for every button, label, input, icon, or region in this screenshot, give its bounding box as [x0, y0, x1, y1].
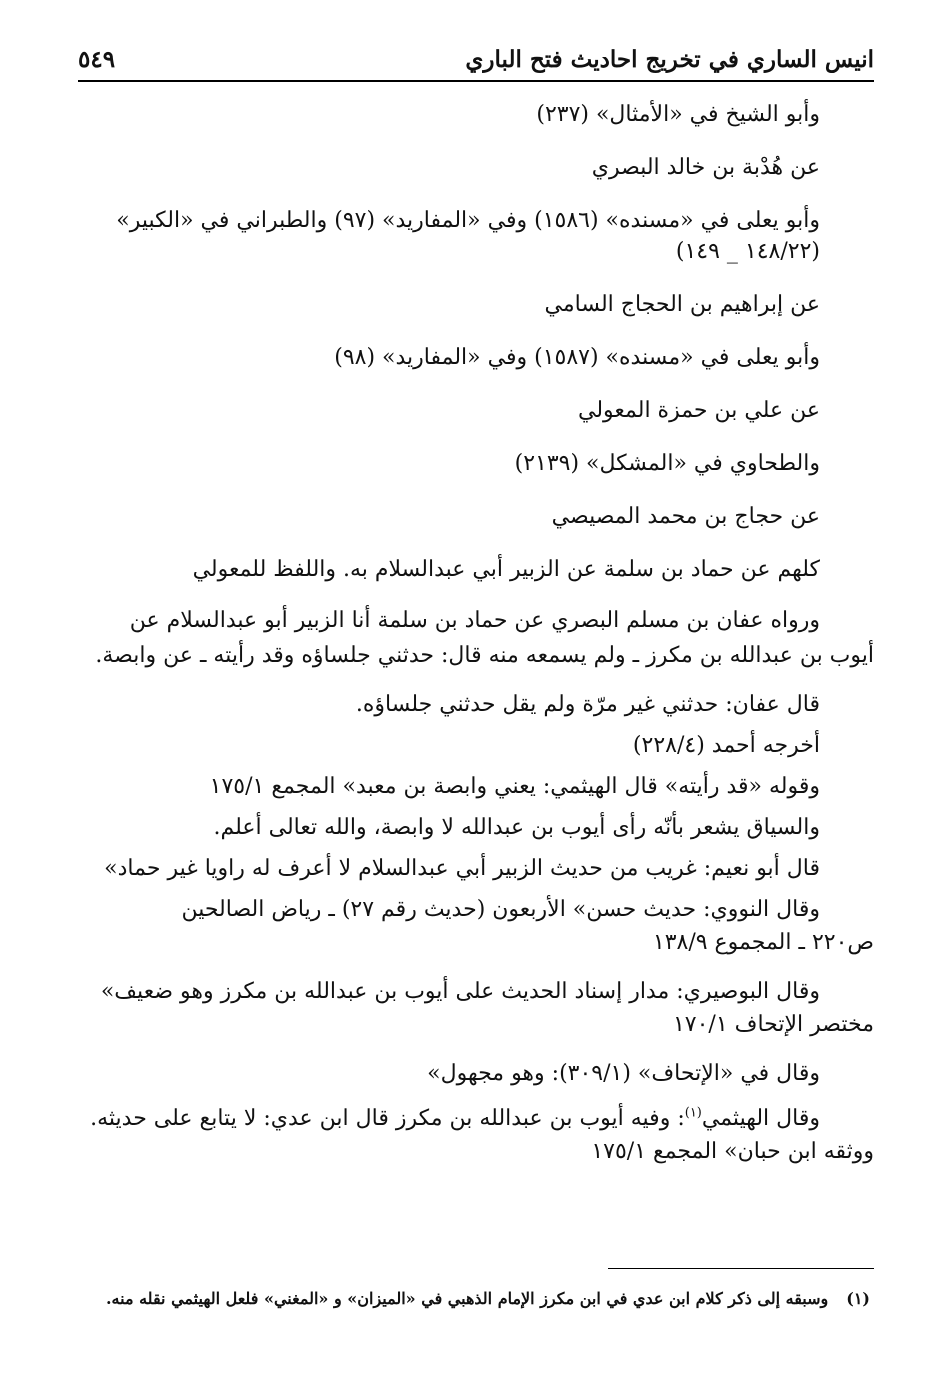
text-line — [76, 1100, 874, 1137]
page-body — [76, 96, 874, 1186]
text-span: وقال الهيثمي — [701, 1106, 820, 1131]
text-line: مختصر الإتحاف ١٧٠/١ — [672, 1012, 874, 1037]
footnote-divider — [608, 1268, 874, 1269]
text-line: (١٤٨/٢٢ _ ١٤٩) — [675, 239, 820, 264]
text-line: وقال النووي: حديث حسن» الأربعون (حديث رقم ٢٧) ـ رياض الصالحين — [181, 897, 820, 922]
text-line: عن حجاج بن محمد المصيصي — [551, 504, 820, 529]
footnote-text: وسبقه إلى ذكر كلام ابن عدي في ابن مكرز الإمام الذهبي في «الميزان» و «المغني» فلعل الهيثمي نقله منه. — [105, 1289, 829, 1308]
text-line: وأبو الشيخ في «الأمثال» (٢٣٧) — [536, 102, 820, 127]
text-line: عن هُدْبة بن خالد البصري — [591, 155, 820, 180]
text-line: وقال في «الإتحاف» (٣٠٩/١): وهو مجهول» — [427, 1061, 820, 1086]
text-line: وقوله «قد رأيته» قال الهيثمي: يعني وابصة بن معبد» المجمع ١٧٥/١ — [209, 774, 820, 799]
text-line: ورواه عفان بن مسلم البصري عن حماد بن سلمة أنا الزبير أبو عبدالسلام عن — [129, 608, 820, 633]
text-line: عن علي بن حمزة المعولي — [578, 398, 820, 423]
text-line: وأبو يعلى في «مسنده» (١٥٨٧) وفي «المفاريد» (٩٨) — [334, 345, 820, 370]
text-line: قال عفان: حدثني غير مرّة ولم يقل حدثني جلساؤه. — [355, 692, 820, 717]
text-line: وقال البوصيري: مدار إسناد الحديث على أيوب بن عبدالله بن مكرز وهو ضعيف» — [100, 979, 820, 1004]
footnote — [80, 1286, 870, 1312]
page-number: ٥٤٩ — [78, 46, 116, 73]
footnote-number: (١) — [846, 1289, 870, 1308]
text-line: كلهم عن حماد بن سلمة عن الزبير أبي عبدالسلام به. واللفظ للمعولي — [192, 557, 820, 582]
text-line: أخرجه أحمد (٢٢٨/٤) — [632, 733, 820, 758]
text-line: عن إبراهيم بن الحجاج السامي — [544, 292, 820, 317]
text-line: قال أبو نعيم: غريب من حديث الزبير أبي عبدالسلام لا أعرف له راويا غير حماد» — [104, 856, 820, 881]
text-line: والطحاوي في «المشكل» (٢١٣٩) — [514, 451, 820, 476]
text-line: ص٢٢٠ ـ المجموع ١٣٨/٩ — [652, 930, 874, 955]
text-line: وأبو يعلى في «مسنده» (١٥٨٦) وفي «المفاريد» (٩٧) والطبراني في «الكبير» — [116, 208, 820, 233]
text-span: : وفيه أيوب بن عبدالله بن مكرز قال ابن عدي: لا يتابع على حديثه. — [90, 1106, 685, 1131]
page-header — [78, 44, 874, 82]
text-line: أيوب بن عبدالله بن مكرز ـ ولم يسمعه منه قال: حدثني جلساؤه وقد رأيته ـ عن وابصة. — [95, 643, 874, 668]
footnote-ref: (١) — [684, 1105, 702, 1121]
text-line: والسياق يشعر بأنّه رأى أيوب بن عبدالله لا وابصة، والله تعالى أعلم. — [213, 815, 820, 840]
text-line: ووثقه ابن حبان» المجمع ١٧٥/١ — [591, 1139, 874, 1164]
running-title: انيس الساري في تخريج احاديث فتح الباري — [465, 46, 874, 73]
